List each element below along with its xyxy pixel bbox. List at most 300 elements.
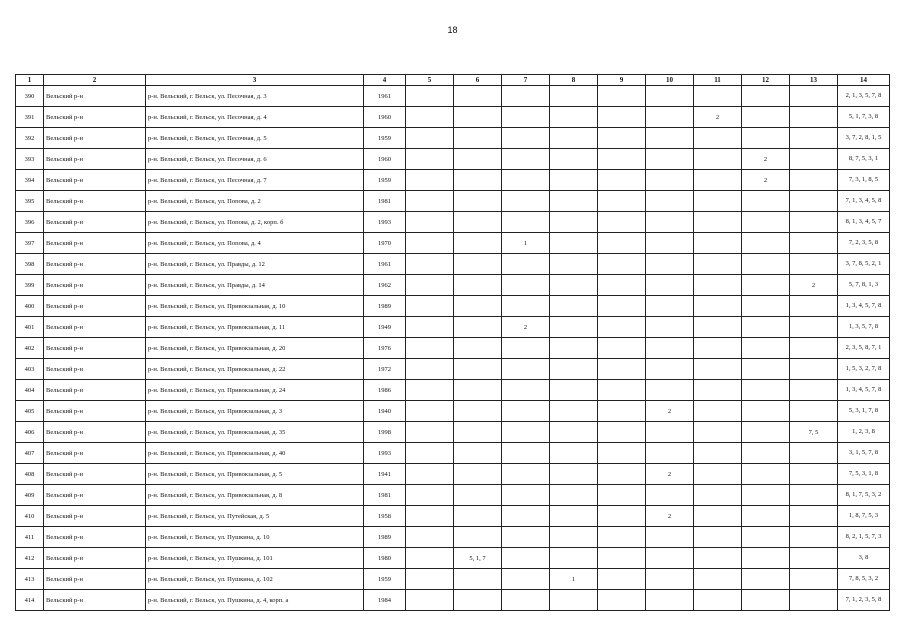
table-cell-col-12 <box>742 527 790 548</box>
table-cell-col-8 <box>550 590 598 611</box>
table-cell-col-10 <box>646 338 694 359</box>
table-cell-col-4: 1984 <box>364 590 406 611</box>
table-cell-col-8: 1 <box>550 569 598 590</box>
table-cell-col-7: 1 <box>502 233 550 254</box>
table-cell-col-8 <box>550 338 598 359</box>
table-cell-col-5 <box>406 149 454 170</box>
table-cell-col-2: Вельский р-н <box>44 254 146 275</box>
table-cell-col-6 <box>454 359 502 380</box>
table-cell-col-11 <box>694 254 742 275</box>
table-cell-col-10 <box>646 233 694 254</box>
table-cell-col-10 <box>646 548 694 569</box>
table-cell-col-9 <box>598 296 646 317</box>
table-cell-col-7 <box>502 149 550 170</box>
table-cell-col-14: 2, 1, 3, 5, 7, 8 <box>838 86 890 107</box>
table-cell-col-13 <box>790 590 838 611</box>
table-cell-col-5 <box>406 443 454 464</box>
table-cell-col-13 <box>790 128 838 149</box>
table-cell-col-14: 5, 7, 8, 1, 3 <box>838 275 890 296</box>
table-cell-col-11: 2 <box>694 107 742 128</box>
table-cell-col-2: Вельский р-н <box>44 170 146 191</box>
table-cell-col-10 <box>646 212 694 233</box>
table-cell-col-14: 7, 3, 1, 8, 5 <box>838 170 890 191</box>
table-cell-col-9 <box>598 86 646 107</box>
table-cell-col-11 <box>694 590 742 611</box>
table-cell-col-4: 1993 <box>364 443 406 464</box>
table-cell-col-9 <box>598 548 646 569</box>
table-cell-col-13 <box>790 107 838 128</box>
table-cell-col-2: Вельский р-н <box>44 338 146 359</box>
table-cell-col-9 <box>598 254 646 275</box>
table-cell-col-6 <box>454 170 502 191</box>
table-cell-col-1: 390 <box>16 86 44 107</box>
table-cell-col-14: 7, 1, 2, 3, 5, 8 <box>838 590 890 611</box>
table-cell-col-11 <box>694 485 742 506</box>
table-cell-col-14: 1, 3, 5, 7, 8 <box>838 317 890 338</box>
table-cell-col-4: 1960 <box>364 149 406 170</box>
table-cell-col-6 <box>454 212 502 233</box>
table-cell-col-10 <box>646 485 694 506</box>
table-cell-col-7 <box>502 527 550 548</box>
table-cell-col-13 <box>790 191 838 212</box>
page-number: 18 <box>447 25 458 35</box>
table-cell-col-1: 406 <box>16 422 44 443</box>
table-cell-col-10 <box>646 149 694 170</box>
table-cell-col-3: р-н. Вельский, г. Вельск, ул. Попова, д. 2 <box>146 191 364 212</box>
table-cell-col-8 <box>550 233 598 254</box>
table-cell-col-12 <box>742 338 790 359</box>
table-cell-col-3: р-н. Вельский, г. Вельск, ул. Привокзальная, д. 5 <box>146 464 364 485</box>
table-cell-col-7 <box>502 338 550 359</box>
table-cell-col-10: 2 <box>646 506 694 527</box>
table-cell-col-10 <box>646 86 694 107</box>
table-cell-col-3: р-н. Вельский, г. Вельск, ул. Правды, д. 12 <box>146 254 364 275</box>
table-cell-col-1: 395 <box>16 191 44 212</box>
table-cell-col-14: 3, 7, 8, 5, 2, 1 <box>838 254 890 275</box>
table-cell-col-6 <box>454 317 502 338</box>
table-cell-col-7 <box>502 569 550 590</box>
table-cell-col-1: 412 <box>16 548 44 569</box>
table-cell-col-12: 2 <box>742 149 790 170</box>
table-row <box>16 443 890 464</box>
table-cell-col-7 <box>502 443 550 464</box>
table-cell-col-9 <box>598 359 646 380</box>
table-cell-col-11 <box>694 275 742 296</box>
table-cell-col-11 <box>694 401 742 422</box>
table-cell-col-14: 7, 1, 3, 4, 5, 8 <box>838 191 890 212</box>
table-cell-col-1: 402 <box>16 338 44 359</box>
table-cell-col-14: 5, 3, 1, 7, 8 <box>838 401 890 422</box>
table-cell-col-8 <box>550 317 598 338</box>
table-cell-col-5 <box>406 275 454 296</box>
table-cell-col-2: Вельский р-н <box>44 149 146 170</box>
table-cell-col-13 <box>790 149 838 170</box>
table-cell-col-14: 1, 3, 4, 5, 7, 8 <box>838 380 890 401</box>
table-row <box>16 422 890 443</box>
table-cell-col-6 <box>454 107 502 128</box>
table-cell-col-5 <box>406 128 454 149</box>
table-cell-col-1: 397 <box>16 233 44 254</box>
table-cell-col-11 <box>694 569 742 590</box>
table-row <box>16 359 890 380</box>
table-row <box>16 548 890 569</box>
table-cell-col-13 <box>790 548 838 569</box>
column-header-13: 13 <box>790 75 838 86</box>
table-cell-col-3: р-н. Вельский, г. Вельск, ул. Привокзальная, д. 40 <box>146 443 364 464</box>
table-cell-col-12 <box>742 464 790 485</box>
table-cell-col-9 <box>598 149 646 170</box>
table-cell-col-10 <box>646 359 694 380</box>
column-header-14: 14 <box>838 75 890 86</box>
column-header-6: 6 <box>454 75 502 86</box>
table-cell-col-6 <box>454 506 502 527</box>
table-cell-col-14: 1, 3, 4, 5, 7, 8 <box>838 296 890 317</box>
table-cell-col-2: Вельский р-н <box>44 275 146 296</box>
table-cell-col-7 <box>502 485 550 506</box>
table-cell-col-9 <box>598 485 646 506</box>
table-cell-col-11 <box>694 464 742 485</box>
table-cell-col-6 <box>454 128 502 149</box>
table-cell-col-1: 400 <box>16 296 44 317</box>
table-cell-col-12 <box>742 590 790 611</box>
table-cell-col-7 <box>502 86 550 107</box>
table-cell-col-2: Вельский р-н <box>44 548 146 569</box>
table-cell-col-11 <box>694 191 742 212</box>
table-cell-col-1: 409 <box>16 485 44 506</box>
table-cell-col-4: 1989 <box>364 296 406 317</box>
table-cell-col-4: 1960 <box>364 107 406 128</box>
table-cell-col-12 <box>742 86 790 107</box>
table-cell-col-8 <box>550 212 598 233</box>
table-cell-col-8 <box>550 149 598 170</box>
table-cell-col-8 <box>550 296 598 317</box>
table-cell-col-2: Вельский р-н <box>44 506 146 527</box>
table-cell-col-1: 391 <box>16 107 44 128</box>
table-cell-col-13 <box>790 254 838 275</box>
table-row <box>16 128 890 149</box>
table-row <box>16 149 890 170</box>
column-header-7: 7 <box>502 75 550 86</box>
table-cell-col-11 <box>694 296 742 317</box>
table-cell-col-1: 408 <box>16 464 44 485</box>
table-cell-col-8 <box>550 128 598 149</box>
column-header-4: 4 <box>364 75 406 86</box>
table-header-row <box>16 75 890 86</box>
table-cell-col-13 <box>790 296 838 317</box>
table-cell-col-2: Вельский р-н <box>44 422 146 443</box>
table-cell-col-12 <box>742 275 790 296</box>
table-cell-col-10: 2 <box>646 464 694 485</box>
table-cell-col-4: 1993 <box>364 212 406 233</box>
table-row <box>16 254 890 275</box>
table-cell-col-11 <box>694 149 742 170</box>
table-cell-col-4: 1976 <box>364 338 406 359</box>
table-cell-col-11 <box>694 506 742 527</box>
table-cell-col-8 <box>550 485 598 506</box>
table-cell-col-10 <box>646 191 694 212</box>
table-cell-col-1: 403 <box>16 359 44 380</box>
table-cell-col-3: р-н. Вельский, г. Вельск, ул. Песочная, д. 7 <box>146 170 364 191</box>
column-header-3: 3 <box>146 75 364 86</box>
table-cell-col-10 <box>646 275 694 296</box>
table-row <box>16 338 890 359</box>
table-cell-col-6 <box>454 86 502 107</box>
table-row <box>16 233 890 254</box>
table-cell-col-8 <box>550 422 598 443</box>
table-cell-col-6 <box>454 149 502 170</box>
table-cell-col-6 <box>454 191 502 212</box>
table-cell-col-6 <box>454 254 502 275</box>
table-row <box>16 212 890 233</box>
table-cell-col-3: р-н. Вельский, г. Вельск, ул. Пушкина, д. 4, корп. а <box>146 590 364 611</box>
table-cell-col-11 <box>694 548 742 569</box>
table-cell-col-8 <box>550 86 598 107</box>
table-cell-col-13 <box>790 86 838 107</box>
table-row <box>16 569 890 590</box>
table-cell-col-13 <box>790 527 838 548</box>
table-cell-col-6 <box>454 338 502 359</box>
table-cell-col-6 <box>454 569 502 590</box>
table-cell-col-13 <box>790 464 838 485</box>
table-row <box>16 275 890 296</box>
table-cell-col-7 <box>502 128 550 149</box>
table-cell-col-5 <box>406 254 454 275</box>
column-header-9: 9 <box>598 75 646 86</box>
table-cell-col-5 <box>406 527 454 548</box>
table-cell-col-3: р-н. Вельский, г. Вельск, ул. Путейская, д. 5 <box>146 506 364 527</box>
table-cell-col-6 <box>454 422 502 443</box>
table-cell-col-8 <box>550 170 598 191</box>
table-cell-col-1: 407 <box>16 443 44 464</box>
table-cell-col-2: Вельский р-н <box>44 128 146 149</box>
table-cell-col-6 <box>454 443 502 464</box>
table-row <box>16 506 890 527</box>
table-cell-col-6 <box>454 401 502 422</box>
table-cell-col-4: 1949 <box>364 317 406 338</box>
table-cell-col-10 <box>646 422 694 443</box>
table-cell-col-3: р-н. Вельский, г. Вельск, ул. Песочная, д. 4 <box>146 107 364 128</box>
table-cell-col-7 <box>502 212 550 233</box>
table-cell-col-3: р-н. Вельский, г. Вельск, ул. Песочная, д. 6 <box>146 149 364 170</box>
table-row <box>16 170 890 191</box>
table-cell-col-5 <box>406 380 454 401</box>
table-cell-col-2: Вельский р-н <box>44 569 146 590</box>
table-cell-col-1: 398 <box>16 254 44 275</box>
table-cell-col-7 <box>502 380 550 401</box>
table-cell-col-4: 1959 <box>364 569 406 590</box>
table-cell-col-13 <box>790 212 838 233</box>
table-cell-col-4: 1959 <box>364 128 406 149</box>
table-cell-col-8 <box>550 527 598 548</box>
table-cell-col-5 <box>406 590 454 611</box>
table-cell-col-13 <box>790 170 838 191</box>
table-row <box>16 191 890 212</box>
table-cell-col-14: 1, 5, 3, 2, 7, 8 <box>838 359 890 380</box>
table-cell-col-14: 8, 1, 7, 5, 3, 2 <box>838 485 890 506</box>
table-cell-col-3: р-н. Вельский, г. Вельск, ул. Привокзальная, д. 35 <box>146 422 364 443</box>
table-cell-col-7 <box>502 401 550 422</box>
table-cell-col-4: 1980 <box>364 548 406 569</box>
table-row <box>16 401 890 422</box>
table-cell-col-6 <box>454 464 502 485</box>
table-cell-col-12 <box>742 485 790 506</box>
table-cell-col-13 <box>790 401 838 422</box>
table-cell-col-12 <box>742 401 790 422</box>
table-cell-col-5 <box>406 296 454 317</box>
table-cell-col-10 <box>646 569 694 590</box>
table-cell-col-4: 1940 <box>364 401 406 422</box>
table-body <box>16 86 890 611</box>
table-row <box>16 107 890 128</box>
table-cell-col-9 <box>598 128 646 149</box>
table-cell-col-10 <box>646 296 694 317</box>
table-cell-col-7 <box>502 422 550 443</box>
table-cell-col-13 <box>790 359 838 380</box>
table-cell-col-9 <box>598 170 646 191</box>
table-cell-col-9 <box>598 107 646 128</box>
table-cell-col-4: 1958 <box>364 506 406 527</box>
table-cell-col-12: 2 <box>742 170 790 191</box>
table-cell-col-13: 2 <box>790 275 838 296</box>
table-cell-col-2: Вельский р-н <box>44 359 146 380</box>
table-cell-col-4: 1989 <box>364 527 406 548</box>
table-cell-col-4: 1981 <box>364 485 406 506</box>
table-cell-col-8 <box>550 191 598 212</box>
table-cell-col-1: 399 <box>16 275 44 296</box>
table-cell-col-12 <box>742 443 790 464</box>
table-cell-col-12 <box>742 380 790 401</box>
table-cell-col-11 <box>694 380 742 401</box>
table-cell-col-14: 1, 2, 3, 8 <box>838 422 890 443</box>
table-cell-col-1: 394 <box>16 170 44 191</box>
table-cell-col-12 <box>742 296 790 317</box>
table-cell-col-12 <box>742 254 790 275</box>
table-cell-col-4: 1970 <box>364 233 406 254</box>
table-cell-col-12 <box>742 128 790 149</box>
table-cell-col-6 <box>454 485 502 506</box>
table-cell-col-11 <box>694 359 742 380</box>
table-cell-col-12 <box>742 548 790 569</box>
table-cell-col-11 <box>694 212 742 233</box>
table-cell-col-3: р-н. Вельский, г. Вельск, ул. Привокзальная, д. 24 <box>146 380 364 401</box>
table-cell-col-8 <box>550 380 598 401</box>
table-cell-col-8 <box>550 506 598 527</box>
table-cell-col-9 <box>598 191 646 212</box>
table-cell-col-5 <box>406 359 454 380</box>
table-cell-col-2: Вельский р-н <box>44 527 146 548</box>
table-cell-col-12 <box>742 191 790 212</box>
table-cell-col-8 <box>550 464 598 485</box>
table-cell-col-2: Вельский р-н <box>44 86 146 107</box>
table-cell-col-12 <box>742 569 790 590</box>
table-cell-col-13 <box>790 506 838 527</box>
table-cell-col-1: 396 <box>16 212 44 233</box>
table-cell-col-6 <box>454 296 502 317</box>
table-row <box>16 86 890 107</box>
table-cell-col-3: р-н. Вельский, г. Вельск, ул. Песочная, д. 5 <box>146 128 364 149</box>
table-cell-col-1: 405 <box>16 401 44 422</box>
table-cell-col-11 <box>694 128 742 149</box>
table-cell-col-9 <box>598 380 646 401</box>
table-cell-col-3: р-н. Вельский, г. Вельск, ул. Привокзальная, д. 3 <box>146 401 364 422</box>
table-cell-col-9 <box>598 317 646 338</box>
table-cell-col-4: 1961 <box>364 254 406 275</box>
table-cell-col-11 <box>694 338 742 359</box>
table-cell-col-5 <box>406 338 454 359</box>
table-cell-col-7 <box>502 548 550 569</box>
table-cell-col-7 <box>502 107 550 128</box>
table-cell-col-10 <box>646 443 694 464</box>
table-cell-col-13 <box>790 443 838 464</box>
table-cell-col-3: р-н. Вельский, г. Вельск, ул. Привокзальная, д. 8 <box>146 485 364 506</box>
table-cell-col-4: 1962 <box>364 275 406 296</box>
table-cell-col-14: 5, 1, 7, 3, 8 <box>838 107 890 128</box>
table-row <box>16 317 890 338</box>
table-cell-col-3: р-н. Вельский, г. Вельск, ул. Пушкина, д. 10 <box>146 527 364 548</box>
table-cell-col-14: 8, 7, 5, 3, 1 <box>838 149 890 170</box>
table-cell-col-2: Вельский р-н <box>44 443 146 464</box>
table-cell-col-9 <box>598 443 646 464</box>
table-cell-col-10 <box>646 590 694 611</box>
table-cell-col-2: Вельский р-н <box>44 191 146 212</box>
table-cell-col-1: 413 <box>16 569 44 590</box>
table-cell-col-11 <box>694 233 742 254</box>
table-cell-col-7 <box>502 590 550 611</box>
table-cell-col-7 <box>502 359 550 380</box>
table-cell-col-5 <box>406 464 454 485</box>
table-cell-col-14: 3, 7, 2, 8, 1, 5 <box>838 128 890 149</box>
table-row <box>16 590 890 611</box>
table-cell-col-14: 7, 8, 5, 3, 2 <box>838 569 890 590</box>
table-cell-col-7 <box>502 506 550 527</box>
table-cell-col-2: Вельский р-н <box>44 107 146 128</box>
table-cell-col-13: 7, 5 <box>790 422 838 443</box>
table-row <box>16 296 890 317</box>
table-cell-col-4: 1972 <box>364 359 406 380</box>
table-cell-col-4: 1959 <box>364 170 406 191</box>
table-cell-col-12 <box>742 422 790 443</box>
table-cell-col-10 <box>646 128 694 149</box>
column-header-10: 10 <box>646 75 694 86</box>
table-cell-col-11 <box>694 317 742 338</box>
table-cell-col-11 <box>694 527 742 548</box>
table-cell-col-4: 1986 <box>364 380 406 401</box>
table-cell-col-5 <box>406 233 454 254</box>
table-cell-col-5 <box>406 107 454 128</box>
table-cell-col-4: 1998 <box>364 422 406 443</box>
table-cell-col-3: р-н. Вельский, г. Вельск, ул. Привокзальная, д. 20 <box>146 338 364 359</box>
table-cell-col-8 <box>550 254 598 275</box>
table-cell-col-11 <box>694 443 742 464</box>
table-cell-col-3: р-н. Вельский, г. Вельск, ул. Попова, д. 4 <box>146 233 364 254</box>
table-cell-col-8 <box>550 548 598 569</box>
table-cell-col-12 <box>742 107 790 128</box>
table-cell-col-10: 2 <box>646 401 694 422</box>
table-cell-col-10 <box>646 254 694 275</box>
table-cell-col-11 <box>694 86 742 107</box>
table-row <box>16 464 890 485</box>
table-cell-col-4: 1961 <box>364 86 406 107</box>
table-cell-col-1: 411 <box>16 527 44 548</box>
table-cell-col-7 <box>502 254 550 275</box>
table-cell-col-14: 7, 5, 3, 1, 8 <box>838 464 890 485</box>
table-cell-col-1: 401 <box>16 317 44 338</box>
table-cell-col-5 <box>406 569 454 590</box>
table-cell-col-10 <box>646 317 694 338</box>
table-cell-col-3: р-н. Вельский, г. Вельск, ул. Песочная, д. 3 <box>146 86 364 107</box>
table-cell-col-9 <box>598 422 646 443</box>
table-cell-col-13 <box>790 338 838 359</box>
